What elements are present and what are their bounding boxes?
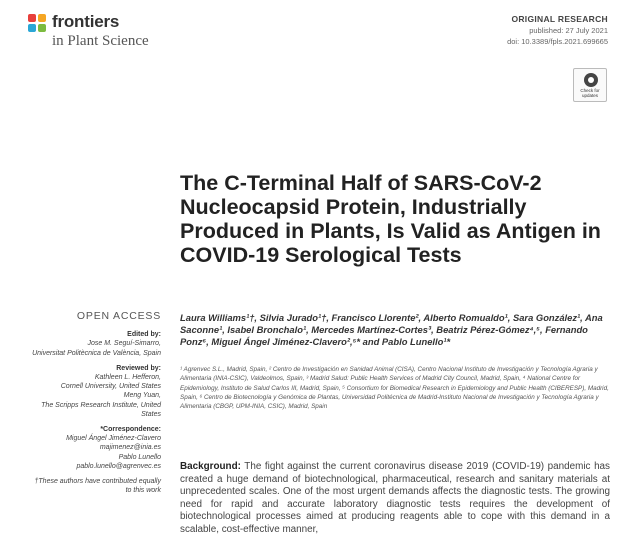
correspondent-name: Miguel Ángel Jiménez-Clavero [66, 435, 161, 443]
reviewed-by-label: Reviewed by: [116, 364, 161, 372]
correspondent-email[interactable]: pablo.lunello@agrenvec.es [76, 462, 161, 470]
editor-affiliation: Universitat Politècnica de València, Spain [32, 349, 161, 357]
check-for-updates-button[interactable] [573, 68, 607, 102]
abstract [180, 461, 610, 537]
correspondence-label: *Correspondence: [100, 426, 161, 434]
reviewer-affiliation: The Scripps Research Institute, United States [41, 401, 161, 418]
frontiers-logo-icon [28, 14, 48, 34]
doi-link[interactable]: doi: 10.3389/fpls.2021.699665 [507, 37, 608, 46]
affiliations: ¹ Agrenvec S.L., Madrid, Spain, ² Centro de Investigación en Sanidad Animal (CISA), Centro Nacional Instituto de Investigación y Tecnología Agraria y Alimentaria (INIA-CSIC), Valdeolmos, Spain, ³ Madrid Salud: Public Health Services of Madrid City Council, Madrid, Spain, ⁴ National Centre for Epidemiology, Instituto de Salud Carlos III, Madrid, Spain, ⁵ Consortium for Biomedical Research in Epidemiology and Public Health (CIBERESP), Madrid, Spain, ⁶ Centro de Biotecnología y Genómica de Plantas, Universidad Politécnica de Madrid-Instituto Nacional de Investigación y Tecnología Agraria y Alimentaria (CBGP, UPM-INIA, CSIC), Madrid, Spain [180, 366, 609, 411]
journal-logo[interactable] [28, 12, 228, 56]
published-date: published: 27 July 2021 [529, 26, 608, 35]
updates-label: Check for updates [580, 88, 600, 98]
correspondent-email[interactable]: majimenez@inia.es [99, 444, 161, 452]
article-meta [507, 14, 608, 46]
article-title: The C-Terminal Half of SARS-CoV-2 Nucleocapsid Protein, Industrially Produced in Plants, Is Valid as Antigen in COVID-19 Serological Tests [180, 171, 601, 267]
abstract-text: The fight against the current coronavirus disease 2019 (COVID-19) pandemic has created a huge demand of biotechnological, pharmaceutical, research and sanitary materials at unprecedented scales. One of the most urgent demands affects the diagnostic tests. The growing need for rapid and accurate laboratory diagnostic tests requires the development of biotechnological processes aimed at producing reagents able to cope with this demand in a scalable, cost-effective manner, [180, 461, 610, 535]
article-type: ORIGINAL RESEARCH [511, 14, 608, 24]
abstract-heading: Background: [180, 461, 241, 472]
equal-contribution-note: †These authors have contributed equally to this work [34, 478, 161, 495]
publisher-name: frontiers [52, 12, 120, 31]
edited-by-label: Edited by: [127, 331, 161, 339]
article-sidebar [28, 312, 161, 495]
update-check-icon [584, 73, 598, 87]
editor-name: Jose M. Seguí-Simarro, [87, 340, 161, 348]
correspondent-name: Pablo Lunello [118, 453, 161, 461]
reviewer-name: Kathleen L. Hefferon, [94, 374, 161, 382]
author-list: Laura Williams¹†, Silvia Jurado¹†, Francisco Llorente², Alberto Romualdo¹, Sara González¹, Ana Saconne¹, Isabel Bronchalo¹, Mercedes Martínez-Cortes³, Beatriz Pérez-Gómez⁴,⁵, Fernando Ponz⁶, Miguel Ángel Jiménez-Clavero²,⁵* and Pablo Lunello¹* [180, 312, 603, 348]
open-access-label: OPEN ACCESS [76, 310, 161, 322]
reviewer-affiliation: Cornell University, United States [60, 383, 161, 391]
journal-name: in Plant Science [52, 33, 149, 49]
reviewer-name: Meng Yuan, [123, 392, 161, 400]
